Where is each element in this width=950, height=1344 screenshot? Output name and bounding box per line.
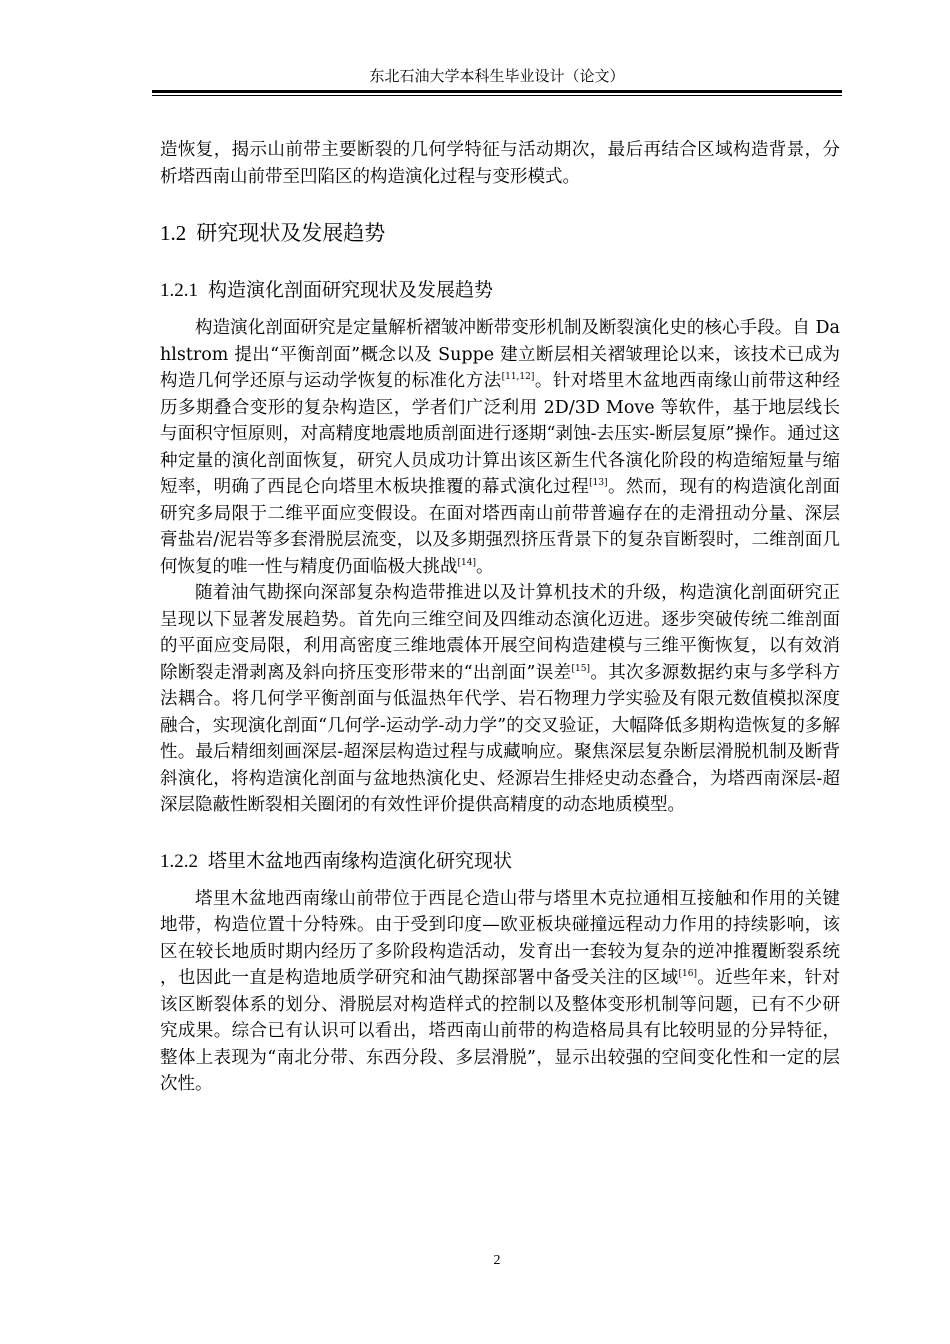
text-span: 。其次多源数据约束与多学科方法耦合。将几何学平衡剖面与低温热年代学、岩石物理力学实验及有限元数值模拟深度融合，实现演化剖面“几何学-运动学-动力学”的交叉验证，大幅降低多期构造恢复的多解性。最后精细刻画深层-超深层构造过程与成藏响应。聚焦深层复杂断层滑脱机制及断背斜演化，将构造演化剖面与盆地热演化史、烃源岩生排烃史动态叠合，为塔西南深层-超深层隐蔽性断裂相关圈闭的有效性评价提供高精度的动态地质模型。 xyxy=(160,662,840,815)
citation: [16] xyxy=(678,969,697,979)
text-span: 。然而，现有的构造演化剖面研究多局限于二维平面应变假设。在面对塔西南山前带普遍存在的走滑扭动分量、深层膏盐岩/泥岩等多套滑脱层流变，以及多期强烈挤压背景下的复杂盲断裂时，二维剖面几何恢复的唯一性与精度仍面临极大挑战 xyxy=(160,477,841,577)
subsection-title: 构造演化剖面研究现状及发展趋势 xyxy=(208,279,494,301)
citation: [15] xyxy=(571,663,590,674)
subsection-heading-1-2-2 xyxy=(160,847,840,876)
paragraph-2 xyxy=(160,580,840,819)
citation: [11,12] xyxy=(501,372,535,382)
text-span: 。针对塔里木盆地西南缘山前带这种经历多期叠合变形的复杂构造区，学者们广泛利用 2D/3D Move 等软件，基于地层线长与面积守恒原则，对高精度地震地质剖面进行逐期“剥蚀-去压实-断层复原”操作。通过这种定量的演化剖面恢复，研究人员成功计算出该区新生代各演化阶段的构造缩短量与缩短率，明确了西昆仑向塔里木板块推覆的幕式演化过程 xyxy=(160,371,840,497)
text-span: 。 xyxy=(475,556,494,577)
citation: [14] xyxy=(457,557,476,568)
page-body xyxy=(160,137,840,1098)
section-heading-1-2 xyxy=(160,218,840,248)
subsection-number: 1.2.2 xyxy=(160,850,198,872)
paragraph-3 xyxy=(160,886,840,1098)
section-number: 1.2 xyxy=(160,221,187,245)
intro-paragraph: 造恢复，揭示山前带主要断裂的几何学特征与活动期次，最后再结合区域构造背景，分析塔西南山前带至凹陷区的构造演化过程与变形模式。 xyxy=(160,140,840,187)
text-span: 。近些年来，针对该区断裂体系的划分、滑脱层对构造样式的控制以及整体变形机制等问题，已有不少研究成果。综合已有认识可以看出，塔西南山前带的构造格局具有比较明显的分异特征，整体上表现为“南北分带、东西分段、多层滑脱”，显示出较强的空间变化性和一定的层次性。 xyxy=(160,968,840,1094)
header-rule-thick xyxy=(152,90,842,93)
running-header: 东北石油大学本科生毕业设计（论文） xyxy=(369,67,625,85)
paragraph-1 xyxy=(160,315,840,580)
text-span: 构造演化剖面研究是定量解析褶皱冲断带变形机制及断裂演化史的核心手段。自 Dahlstrom 提出“平衡剖面”概念以及 Suppe 建立断层相关褶皱理论以来，该技术已成为构造几何学还原与运动学恢复的标准化方法 xyxy=(160,318,840,391)
text-span: 随着油气勘探向深部复杂构造带推进以及计算机技术的升级，构造演化剖面研究正呈现以下显著发展趋势。首先向三维空间及四维动态演化迈进。逐步突破传统二维剖面的平面应变局限，利用高密度三维地震体开展空间构造建模与三维平衡恢复，以有效消除断裂走滑剥离及斜向挤压变形带来的“出剖面”误差 xyxy=(160,583,840,683)
subsection-heading-1-2-1 xyxy=(160,276,840,305)
citation: [13] xyxy=(589,478,608,488)
header-rule-thin xyxy=(152,95,842,96)
subsection-number: 1.2.1 xyxy=(160,280,198,301)
page-number: 2 xyxy=(493,1253,501,1268)
text-span: 塔里木盆地西南缘山前带位于西昆仑造山带与塔里木克拉通相互接触和作用的关键地带，构造位置十分特殊。由于受到印度—欧亚板块碰撞远程动力作用的持续影响，该区在较长地质时期内经历了多阶段构造活动，发育出一套较为复杂的逆冲推覆断裂系统，也因此一直是构造地质学研究和油气勘探部署中备受关注的区域 xyxy=(160,888,840,988)
subsection-title: 塔里木盆地西南缘构造演化研究现状 xyxy=(208,849,513,872)
section-title: 研究现状及发展趋势 xyxy=(196,221,386,245)
